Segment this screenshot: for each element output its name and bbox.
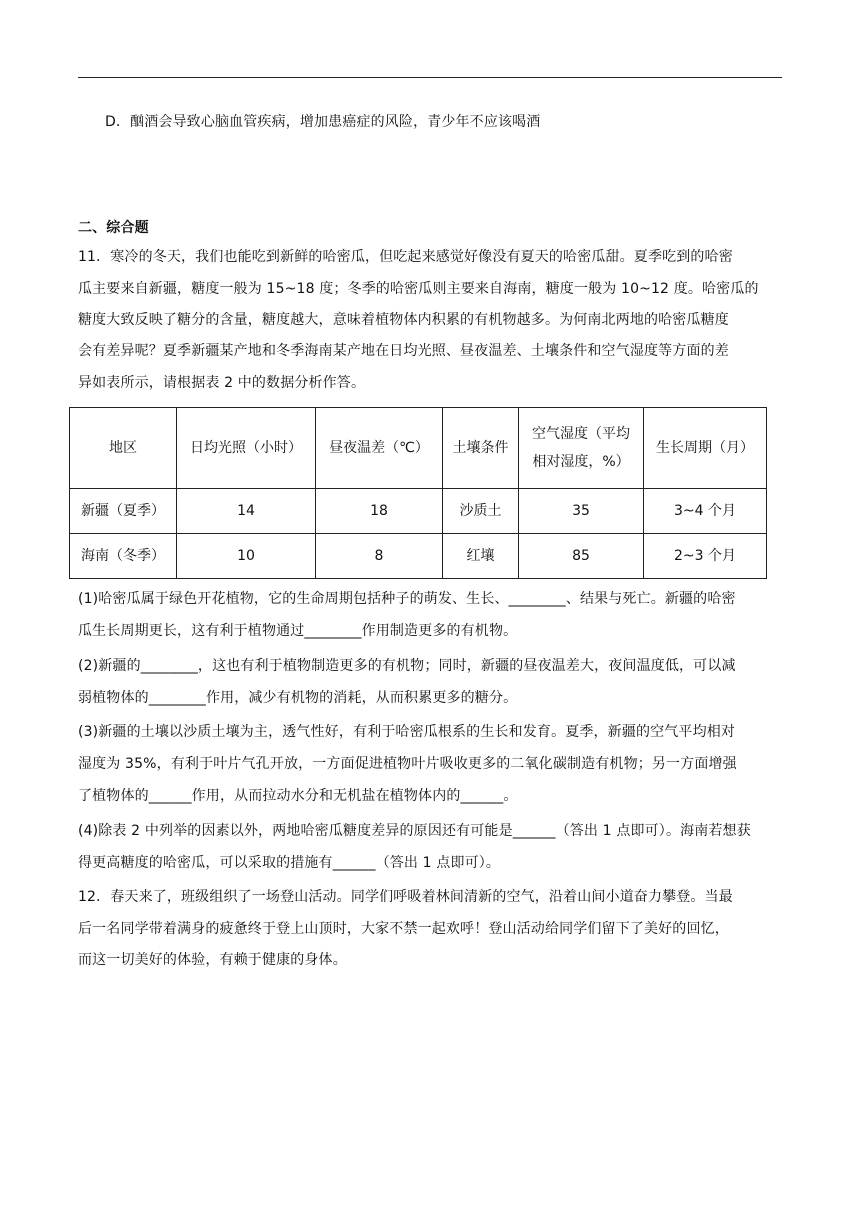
q12-line: 而这一切美好的体验，有赖于健康的身体。 bbox=[78, 952, 347, 968]
table-cell: 海南（冬季） bbox=[70, 534, 177, 579]
table-cell: 新疆（夏季） bbox=[70, 489, 177, 534]
table-cell: 3~4 个月 bbox=[644, 489, 767, 534]
header-sunlight: 日均光照（小时） bbox=[177, 408, 316, 489]
table-cell: 35 bbox=[519, 489, 644, 534]
header-rule bbox=[78, 77, 782, 78]
table-cell: 14 bbox=[177, 489, 316, 534]
q11-sub-line: (1)哈密瓜属于绿色开花植物，它的生命周期包括种子的萌发、生长、________、结果与死亡。新疆的哈密 bbox=[78, 591, 736, 607]
table-cell: 18 bbox=[316, 489, 443, 534]
header-humidity bbox=[519, 408, 644, 489]
q11-sub-line: 了植物体的______作用，从而拉动水分和无机盐在植物体内的______。 bbox=[78, 788, 518, 804]
table-cell: 沙质土 bbox=[443, 489, 519, 534]
q11-sub-line: 得更高糖度的哈密瓜，可以采取的措施有______（答出 1 点即可）。 bbox=[78, 855, 501, 871]
table-cell: 2~3 个月 bbox=[644, 534, 767, 579]
q11-line: 异如表所示，请根据表 2 中的数据分析作答。 bbox=[78, 375, 366, 391]
q11-sub-line: (3)新疆的土壤以沙质土壤为主，透气性好，有利于哈密瓜根系的生长和发育。夏季，新疆的空气平均相对 bbox=[78, 724, 736, 740]
climate-comparison-table bbox=[69, 407, 767, 579]
section-title: 二、综合题 bbox=[78, 220, 149, 236]
table-cell: 10 bbox=[177, 534, 316, 579]
table-header-row bbox=[70, 408, 767, 489]
q11-line: 会有差异呢？夏季新疆某产地和冬季海南某产地在日均光照、昼夜温差、土壤条件和空气湿度等方面的差 bbox=[78, 343, 729, 359]
q11-line: 11．寒冷的冬天，我们也能吃到新鲜的哈密瓜，但吃起来感觉好像没有夏天的哈密瓜甜。夏季吃到的哈密 bbox=[78, 249, 733, 265]
q11-line: 瓜主要来自新疆，糖度一般为 15~18 度；冬季的哈密瓜则主要来自海南，糖度一般为 10~12 度。哈密瓜的 bbox=[78, 281, 759, 297]
header-temp-diff: 昼夜温差（℃） bbox=[316, 408, 443, 489]
header-humidity-line1: 空气湿度（平均 bbox=[532, 426, 630, 442]
q12-line: 后一名同学带着满身的疲惫终于登上山顶时，大家不禁一起欢呼！登山活动给同学们留下了美好的回忆， bbox=[78, 921, 729, 937]
q11-sub-line: 湿度为 35%，有利于叶片气孔开放，一方面促进植物叶片吸收更多的二氧化碳制造有机物；另一方面增强 bbox=[78, 756, 737, 772]
header-growth-cycle: 生长周期（月） bbox=[644, 408, 767, 489]
q11-sub-line: (4)除表 2 中列举的因素以外，两地哈密瓜糖度差异的原因还有可能是______（答出 1 点即可）。海南若想获 bbox=[78, 823, 751, 839]
q12-line: 12．春天来了，班级组织了一场登山活动。同学们呼吸着林间清新的空气，沿着山间小道奋力攀登。当最 bbox=[78, 889, 733, 905]
header-humidity-line2: 相对湿度，%） bbox=[532, 454, 630, 470]
table-cell: 红壤 bbox=[443, 534, 519, 579]
q11-sub-line: 弱植物体的________作用，减少有机物的消耗，从而积累更多的糖分。 bbox=[78, 690, 518, 706]
q11-sub-line: 瓜生长周期更长，这有利于植物通过________作用制造更多的有机物。 bbox=[78, 623, 518, 639]
table-row bbox=[70, 534, 767, 579]
q11-sub-line: (2)新疆的________，这也有利于植物制造更多的有机物；同时，新疆的昼夜温差大，夜间温度低，可以减 bbox=[78, 658, 736, 674]
option-d: D．酗酒会导致心脑血管疾病，增加患癌症的风险，青少年不应该喝酒 bbox=[105, 114, 541, 130]
table-cell: 8 bbox=[316, 534, 443, 579]
table-cell: 85 bbox=[519, 534, 644, 579]
q11-line: 糖度大致反映了糖分的含量，糖度越大，意味着植物体内积累的有机物越多。为何南北两地的哈密瓜糖度 bbox=[78, 312, 729, 328]
table-row bbox=[70, 489, 767, 534]
header-region: 地区 bbox=[70, 408, 177, 489]
header-soil: 土壤条件 bbox=[443, 408, 519, 489]
